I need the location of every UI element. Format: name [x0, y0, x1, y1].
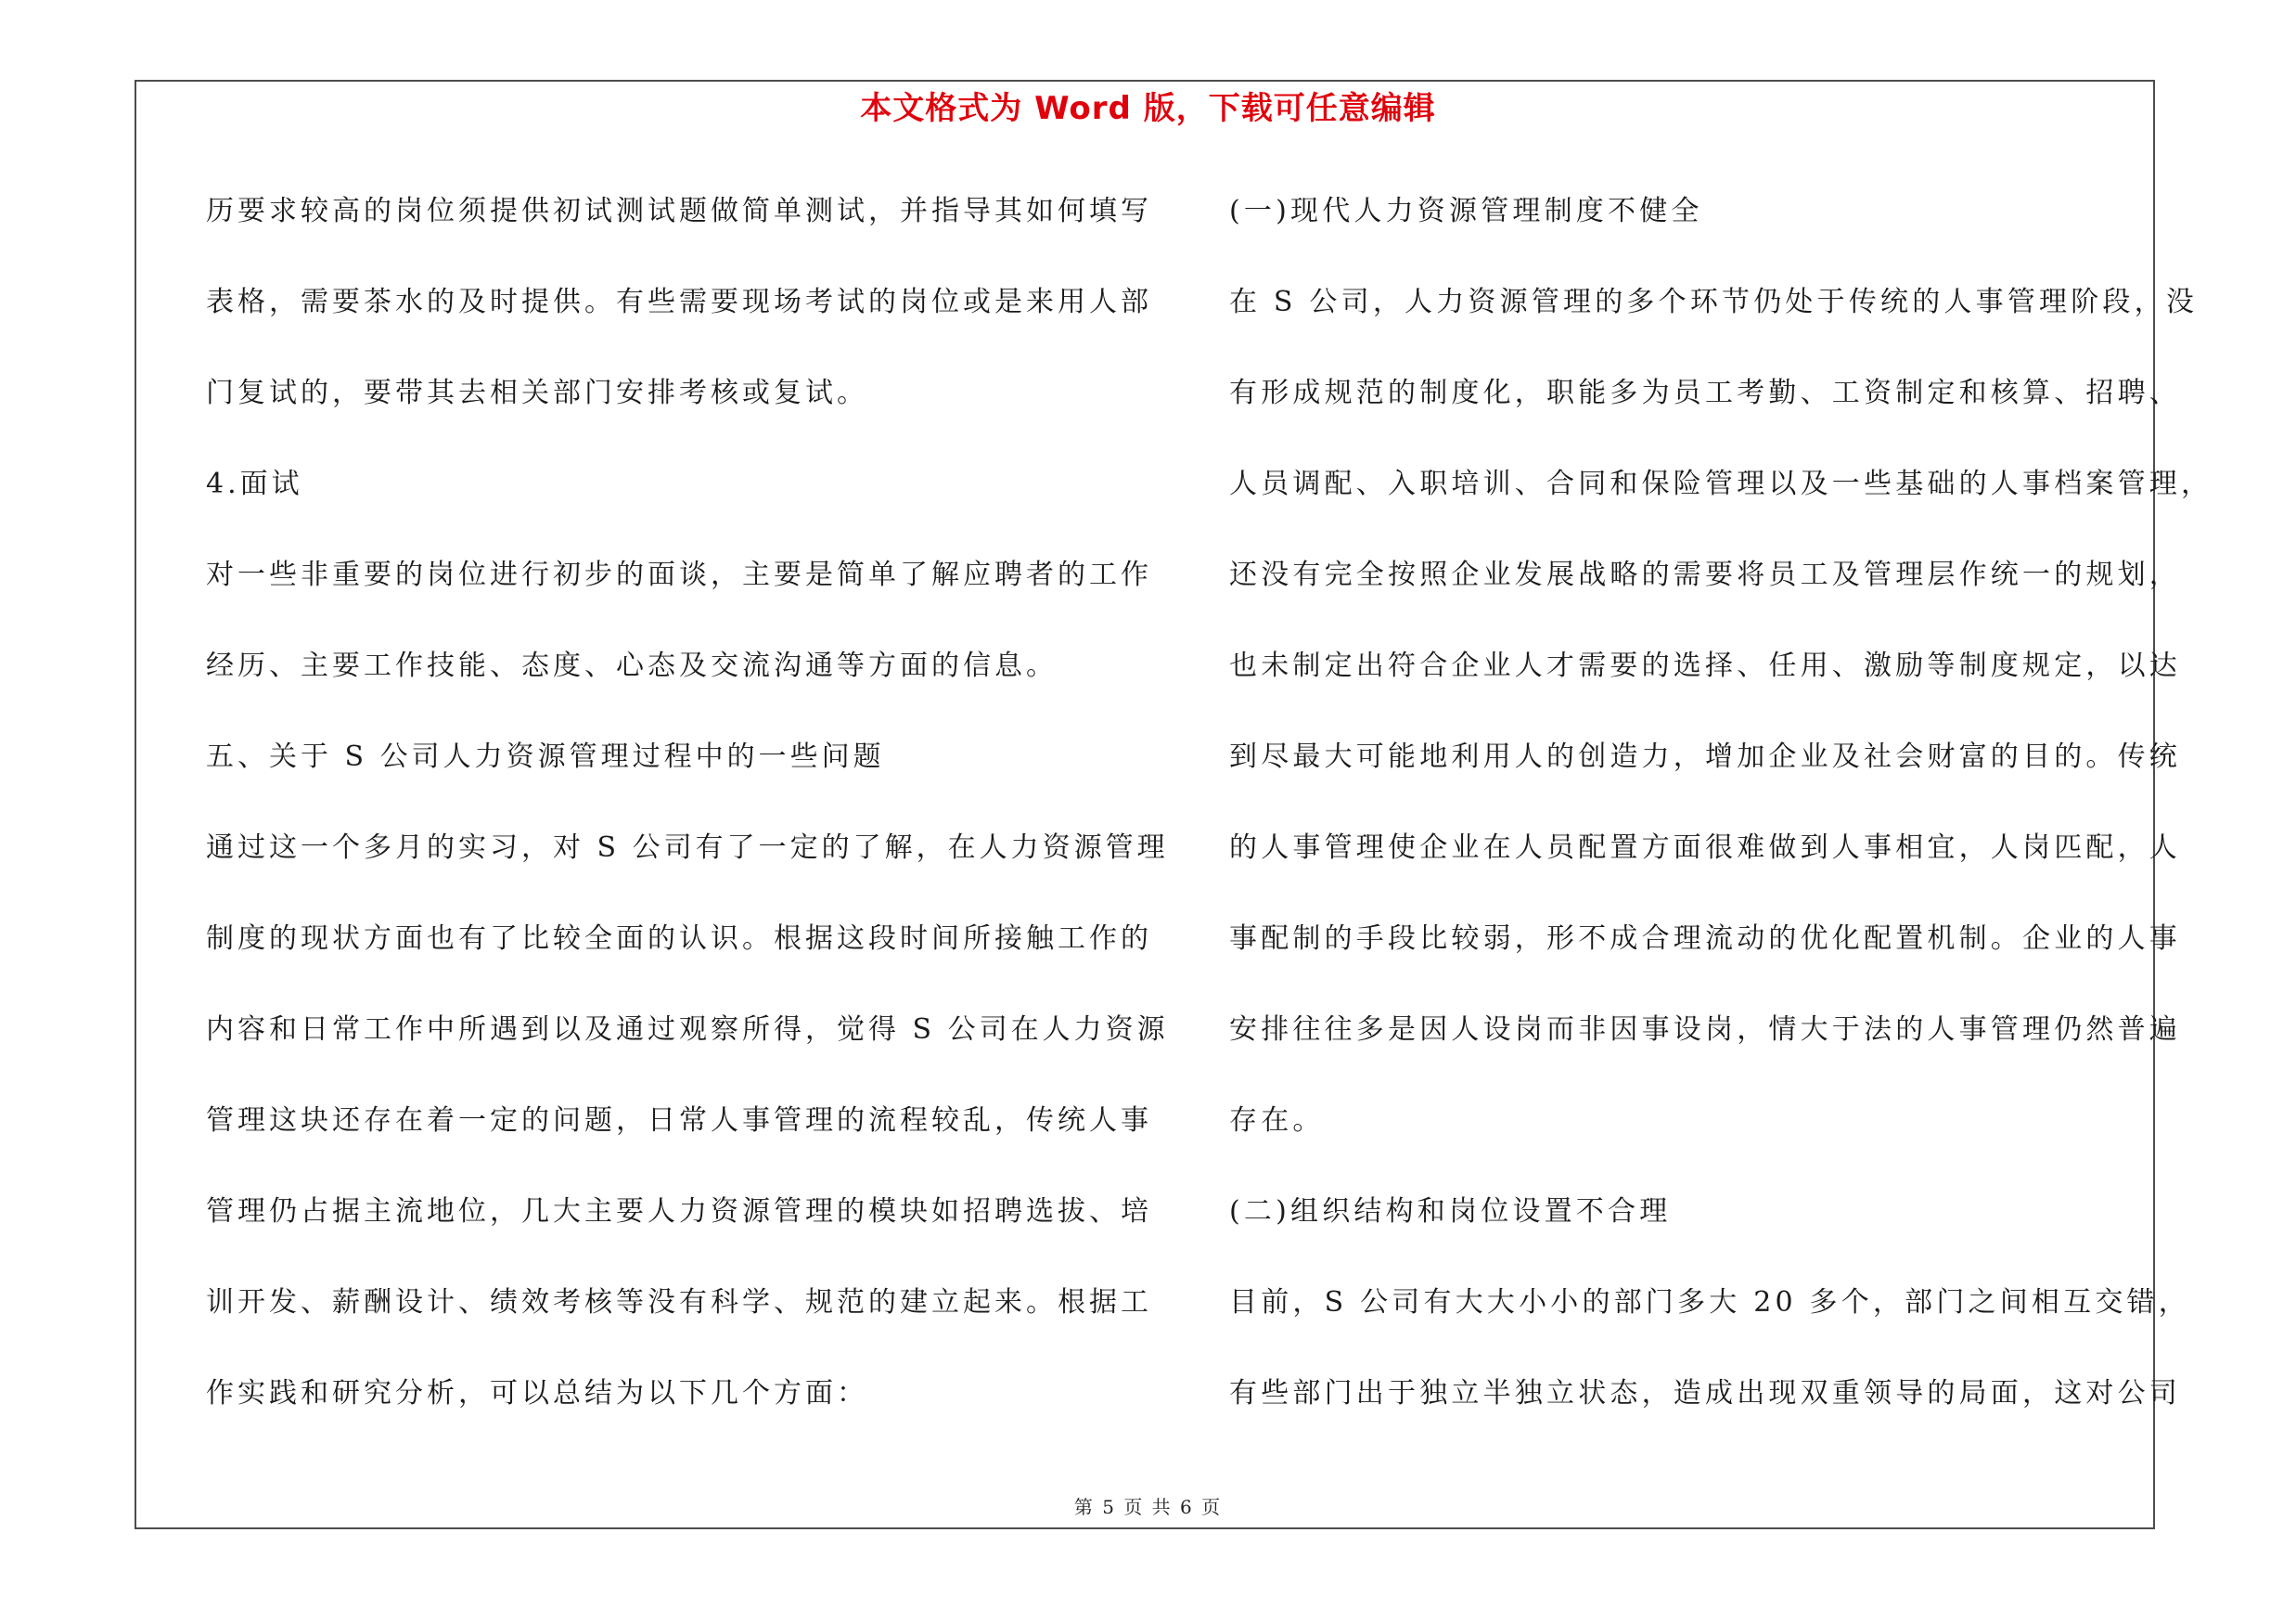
text-line: 经历、主要工作技能、态度、心态及交流沟通等方面的信息。: [206, 650, 1058, 682]
section-heading: 4.面试: [206, 468, 303, 500]
header-banner: 本文格式为 Word 版，下载可任意编辑: [860, 90, 1436, 127]
section-heading: (一)现代人力资源管理制度不健全: [1229, 195, 1703, 227]
text-line: 对一些非重要的岗位进行初步的面谈，主要是简单了解应聘者的工作: [206, 559, 1152, 591]
text-line: 作实践和研究分析，可以总结为以下几个方面：: [206, 1377, 868, 1410]
text-line: 通过这一个多月的实习，对 S 公司有了一定的了解，在人力资源管理: [206, 831, 1169, 864]
text-line: 在 S 公司，人力资源管理的多个环节仍处于传统的人事管理阶段，没: [1229, 286, 2199, 318]
text-line: 管理这块还存在着一定的问题，日常人事管理的流程较乱，传统人事: [206, 1104, 1152, 1137]
text-line: 制度的现状方面也有了比较全面的认识。根据这段时间所接触工作的: [206, 922, 1152, 955]
text-line: 也未制定出符合企业人才需要的选择、任用、激励等制度规定，以达: [1229, 650, 2181, 682]
section-heading: (二)组织结构和岗位设置不合理: [1229, 1195, 1672, 1228]
text-line: 目前，S 公司有大大小小的部门多大 20 多个，部门之间相互交错，: [1229, 1286, 2190, 1319]
text-line: 还没有完全按照企业发展战略的需要将员工及管理层作统一的规划，: [1229, 559, 2181, 591]
page-number: 第 5 页 共 6 页: [1073, 1496, 1223, 1518]
text-line: 有形成规范的制度化，职能多为员工考勤、工资制定和核算、招聘、: [1229, 377, 2181, 409]
text-line: 门复试的，要带其去相关部门安排考核或复试。: [206, 377, 868, 409]
text-line: 到尽最大可能地利用人的创造力，增加企业及社会财富的目的。传统: [1229, 741, 2181, 773]
text-line: 安排往往多是因人设岗而非因事设岗，情大于法的人事管理仍然普遍: [1229, 1013, 2181, 1046]
text-line: 训开发、薪酬设计、绩效考核等没有科学、规范的建立起来。根据工: [206, 1286, 1152, 1319]
text-line: 内容和日常工作中所遇到以及通过观察所得，觉得 S 公司在人力资源: [206, 1013, 1169, 1046]
text-line: 的人事管理使企业在人员配置方面很难做到人事相宜，人岗匹配，人: [1229, 831, 2181, 864]
text-line: 管理仍占据主流地位，几大主要人力资源管理的模块如招聘选拔、培: [206, 1195, 1152, 1228]
text-line: 有些部门出于独立半独立状态，造成出现双重领导的局面，这对公司: [1229, 1377, 2181, 1410]
left-column: [206, 184, 1169, 1457]
text-line: 历要求较高的岗位须提供初试测试题做简单测试，并指导其如何填写: [206, 195, 1152, 227]
section-heading: 五、关于 S 公司人力资源管理过程中的一些问题: [206, 741, 885, 773]
text-line: 事配制的手段比较弱，形不成合理流动的优化配置机制。企业的人事: [1229, 922, 2181, 955]
text-line: 表格，需要茶水的及时提供。有些需要现场考试的岗位或是来用人部: [206, 286, 1152, 318]
right-column: [1229, 184, 2213, 1457]
text-line: 人员调配、入职培训、合同和保险管理以及一些基础的人事档案管理，: [1229, 468, 2213, 500]
text-line: 存在。: [1229, 1104, 1325, 1137]
